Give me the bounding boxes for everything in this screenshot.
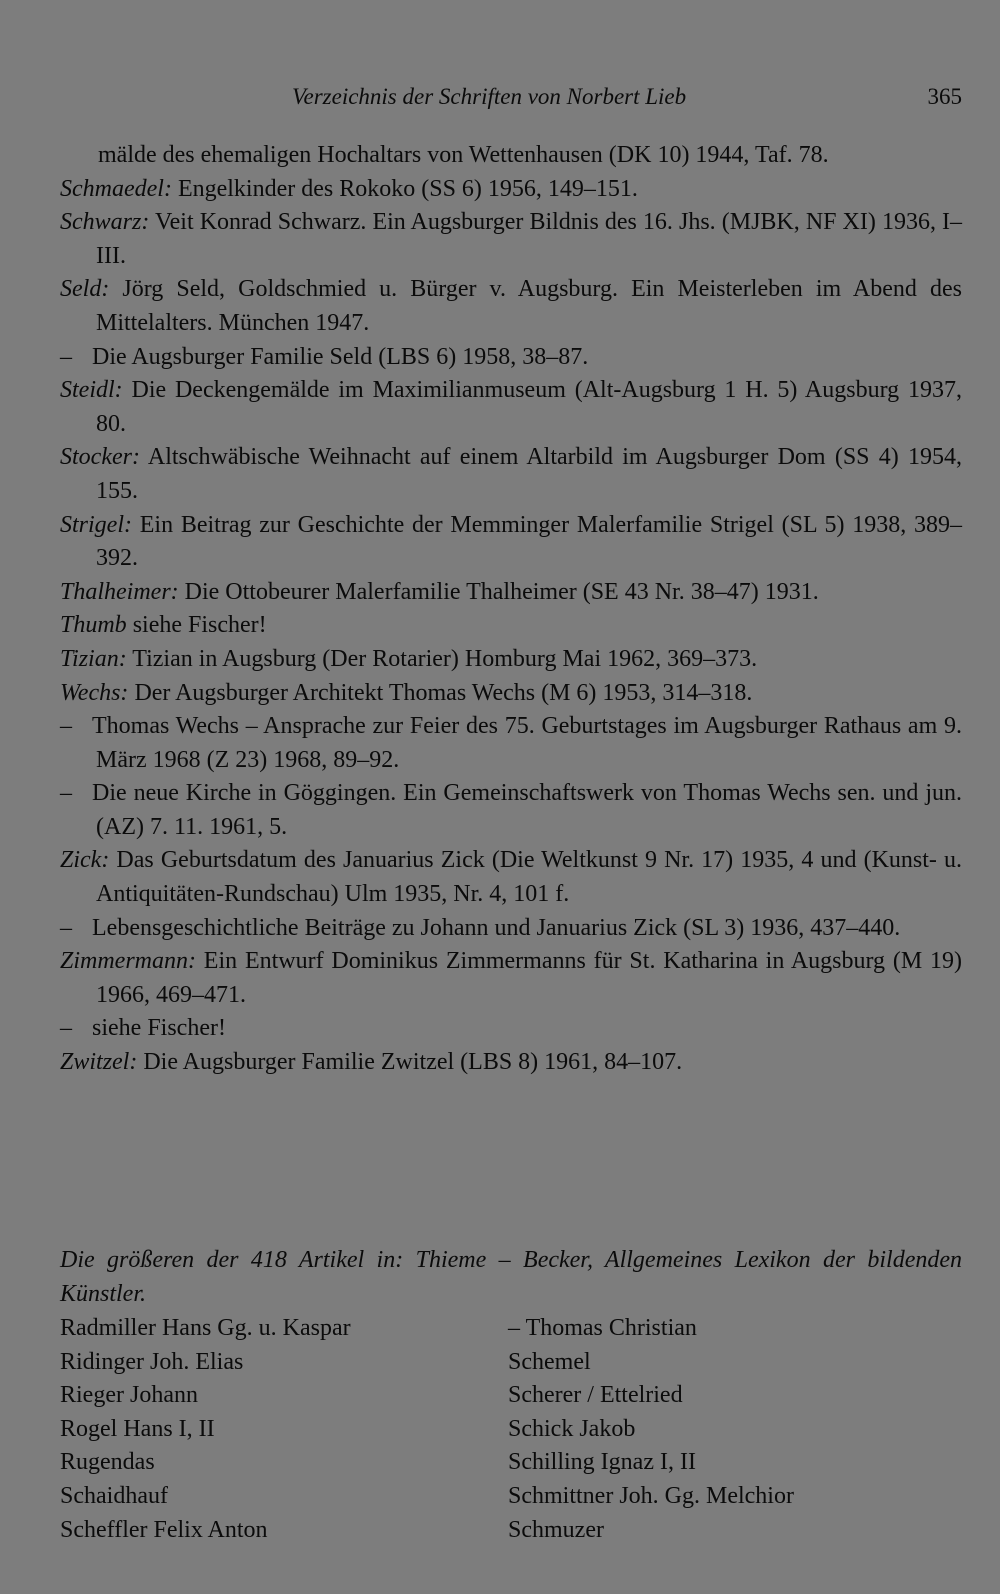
entry-text: siehe Fischer!: [92, 1015, 226, 1042]
bibliography-entry: [60, 609, 962, 643]
bibliography-entry: [60, 777, 962, 844]
entry-author: Seld:: [60, 276, 110, 303]
page-number: 365: [927, 84, 962, 109]
artist-name: Rogel Hans I, II: [60, 1415, 215, 1442]
entry-text: Der Augsburger Architekt Thomas Wechs (M 6) 1953, 314–318.: [128, 679, 753, 706]
bibliography-entry: [60, 710, 962, 777]
entry-author: Thalheimer:: [60, 578, 179, 605]
bibliography-entry: [60, 1012, 962, 1046]
entry-text: Engelkinder des Rokoko (SS 6) 1956, 149–151.: [171, 175, 638, 202]
entry-dash: –: [60, 914, 72, 941]
entry-text: Thomas Wechs – Ansprache zur Feier des 75. Geburtstages im Augsburger Rathaus am 9. März 1968 (Z 23) 1968, 89–92.: [92, 713, 962, 773]
entry-author: Schmaedel:: [60, 175, 172, 202]
entry-author: Zwitzel:: [60, 1049, 138, 1076]
bibliography-entry: [60, 677, 962, 711]
entry-author: Strigel:: [60, 511, 132, 538]
bibliography-entry: [60, 206, 962, 273]
artist-name: Schaidhauf: [60, 1482, 168, 1509]
artist-column-right: [508, 1312, 962, 1547]
page-header: [60, 84, 962, 114]
entry-text: Ein Beitrag zur Geschichte der Memminger Malerfamilie Strigel (SL 5) 1938, 389–392.: [96, 511, 962, 572]
artist-name: Scheffler Felix Anton: [60, 1516, 268, 1543]
entry-text: Veit Konrad Schwarz. Ein Augsburger Bildnis des 16. Jhs. (MJBK, NF XI) 1936, I–III.: [96, 209, 962, 269]
entry-dash: –: [60, 1015, 72, 1042]
entry-text: Die Ottobeurer Malerfamilie Thalheimer (SE 43 Nr. 38–47) 1931.: [178, 578, 819, 605]
entry-author: Zimmermann:: [60, 948, 196, 975]
bibliography-entry: [60, 1046, 962, 1080]
bibliography-entry: [60, 912, 962, 946]
artist-name: Schick Jakob: [508, 1415, 636, 1442]
entry-author: Steidl:: [60, 377, 123, 404]
entry-text: mälde des ehemaligen Hochaltars von Wettenhausen (DK 10) 1944, Taf. 78.: [98, 142, 829, 168]
entry-text: Altschwäbische Weihnacht auf einem Altarbild im Augsburger Dom (SS 4) 1954, 155.: [96, 444, 962, 504]
entry-text: Das Geburtsdatum des Januarius Zick (Die Weltkunst 9 Nr. 17) 1935, 4 und (Kunst- u. Antiquitäten-Rundschau) Ulm 1935, Nr. 4, 101 f.: [96, 847, 962, 908]
entry-text: Ein Entwurf Dominikus Zimmermanns für St. Katharina in Augsburg (M 19) 1966, 469–471.: [96, 948, 962, 1008]
bibliography-entry: [60, 341, 962, 375]
artist-name: Schmittner Joh. Gg. Melchior: [508, 1482, 794, 1509]
artist-name: Schmuzer: [508, 1516, 604, 1543]
artist-column-left: [60, 1312, 490, 1547]
entry-text: Die Augsburger Familie Seld (LBS 6) 1958, 38–87.: [92, 343, 589, 370]
bibliography-entry: [60, 844, 962, 911]
entry-dash: –: [60, 780, 72, 807]
bibliography-entry: [60, 139, 962, 173]
bibliography-entry: [60, 374, 962, 441]
artist-name: Scherer / Ettelried: [508, 1382, 683, 1409]
entry-author: Wechs:: [60, 679, 129, 706]
entry-text: Die neue Kirche in Göggingen. Ein Gemeinschaftswerk von Thomas Wechs sen. und jun. (AZ) 7. 11. 1961, 5.: [92, 780, 962, 840]
artist-name: Rugendas: [60, 1449, 155, 1476]
bibliography-entry: [60, 509, 962, 576]
entry-author: Stocker:: [60, 444, 140, 471]
entry-dash: –: [60, 343, 72, 370]
entry-text: Tizian in Augsburg (Der Rotarier) Homburg Mai 1962, 369–373.: [126, 645, 758, 672]
bibliography-entry: [60, 576, 962, 610]
entry-text: Die Deckengemälde im Maximilianmuseum (Alt-Augsburg 1 H. 5) Augsburg 1937, 80.: [96, 377, 962, 437]
artist-name: Schilling Ignaz I, II: [508, 1449, 696, 1476]
bibliography-entry: [60, 441, 962, 508]
bibliography-entry: [60, 945, 962, 1012]
artist-name: Rieger Johann: [60, 1382, 198, 1409]
entry-text: Jörg Seld, Goldschmied u. Bürger v. Augsburg. Ein Meisterleben im Abend des Mittelalters. München 1947.: [96, 276, 962, 336]
bibliography-entries: [60, 139, 962, 1080]
entry-text: Lebensgeschichtliche Beiträge zu Johann und Januarius Zick (SL 3) 1936, 437–440.: [92, 914, 901, 941]
entry-author: Schwarz:: [60, 209, 150, 236]
artist-name: – Thomas Christian: [508, 1315, 697, 1341]
entry-author: Tizian:: [60, 645, 127, 672]
entry-text: Die Augsburger Familie Zwitzel (LBS 8) 1961, 84–107.: [137, 1049, 683, 1076]
bibliography-entry: [60, 173, 962, 207]
bibliography-entry: [60, 643, 962, 677]
artist-name: Schemel: [508, 1348, 591, 1375]
entry-dash: –: [60, 713, 72, 740]
entry-text: siehe Fischer!: [126, 612, 267, 639]
entry-author: Zick:: [60, 847, 110, 874]
bibliography-entry: [60, 273, 962, 340]
running-title: Verzeichnis der Schriften von Norbert Lieb: [292, 84, 687, 109]
section-note: Die größeren der 418 Artikel in: Thieme – Becker, Allgemeines Lexikon der bildenden Künstler.: [60, 1247, 962, 1307]
artist-name: Radmiller Hans Gg. u. Kaspar: [60, 1315, 351, 1341]
artist-name: Ridinger Joh. Elias: [60, 1348, 244, 1375]
entry-author: Thumb: [60, 612, 127, 639]
